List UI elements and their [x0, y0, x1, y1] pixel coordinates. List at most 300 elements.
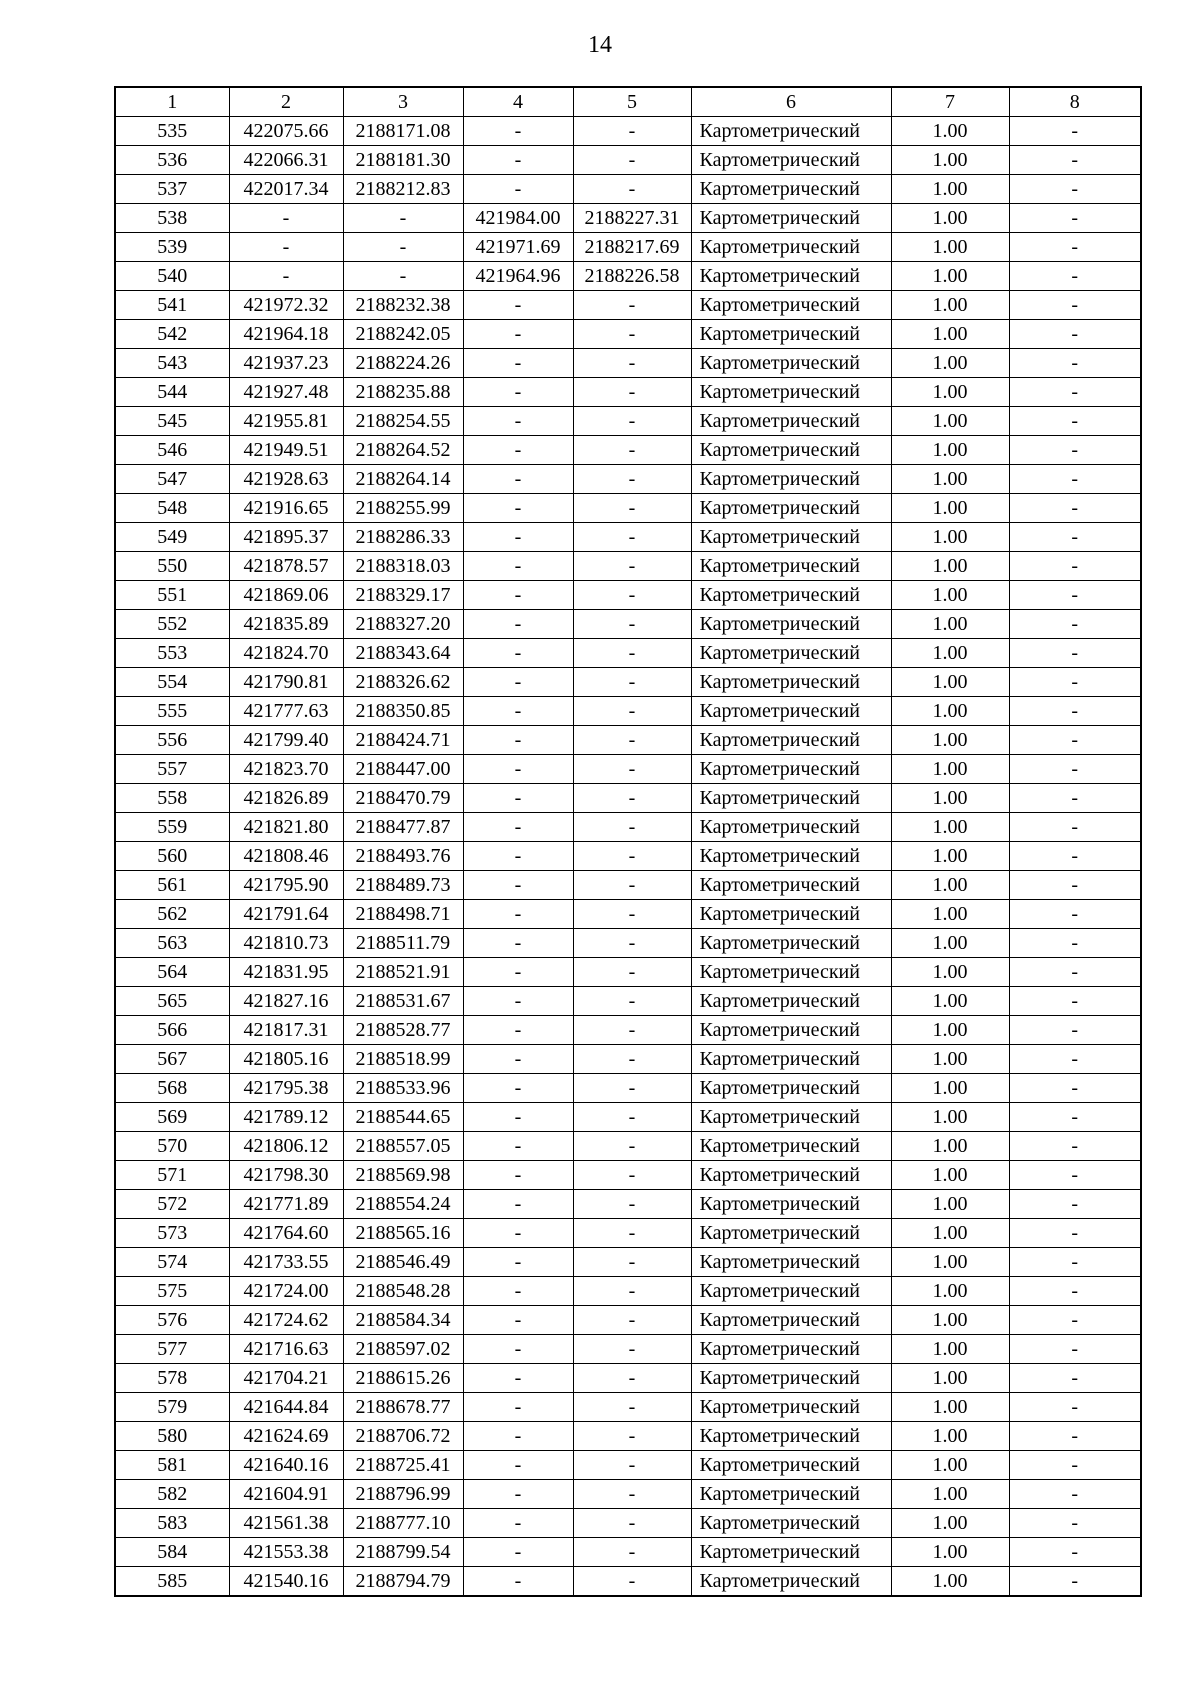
new-x-cell: -	[463, 436, 573, 465]
accuracy-cell: 1.00	[891, 581, 1009, 610]
accuracy-cell: 1.00	[891, 784, 1009, 813]
new-x-cell: -	[463, 1277, 573, 1306]
existing-y-cell: 2188796.99	[343, 1480, 463, 1509]
existing-x-cell: 421644.84	[229, 1393, 343, 1422]
new-y-cell: -	[573, 929, 691, 958]
description-cell: -	[1009, 1016, 1141, 1045]
existing-x-cell: 421878.57	[229, 552, 343, 581]
table-row	[115, 494, 1141, 523]
table-row	[115, 1045, 1141, 1074]
existing-x-cell: -	[229, 262, 343, 291]
description-cell: -	[1009, 1480, 1141, 1509]
existing-x-cell: 421927.48	[229, 378, 343, 407]
point-number-cell: 567	[115, 1045, 229, 1074]
header-cell: 7	[891, 87, 1009, 117]
new-y-cell: -	[573, 1161, 691, 1190]
table-row	[115, 1074, 1141, 1103]
new-y-cell: -	[573, 871, 691, 900]
description-cell: -	[1009, 1393, 1141, 1422]
accuracy-cell: 1.00	[891, 1219, 1009, 1248]
new-x-cell: -	[463, 1335, 573, 1364]
new-x-cell: -	[463, 958, 573, 987]
existing-y-cell: 2188584.34	[343, 1306, 463, 1335]
description-cell: -	[1009, 987, 1141, 1016]
existing-y-cell: 2188557.05	[343, 1132, 463, 1161]
point-number-cell: 561	[115, 871, 229, 900]
point-number-cell: 563	[115, 929, 229, 958]
method-cell: Картометрический	[691, 1045, 891, 1074]
existing-x-cell: 421823.70	[229, 755, 343, 784]
new-x-cell: -	[463, 1016, 573, 1045]
method-cell: Картометрический	[691, 465, 891, 494]
description-cell: -	[1009, 929, 1141, 958]
new-x-cell: -	[463, 1509, 573, 1538]
new-x-cell: -	[463, 1045, 573, 1074]
accuracy-cell: 1.00	[891, 755, 1009, 784]
method-cell: Картометрический	[691, 581, 891, 610]
point-number-cell: 536	[115, 146, 229, 175]
existing-x-cell: 421805.16	[229, 1045, 343, 1074]
header-cell: 8	[1009, 87, 1141, 117]
accuracy-cell: 1.00	[891, 1451, 1009, 1480]
table-body	[115, 87, 1141, 1596]
existing-y-cell: 2188615.26	[343, 1364, 463, 1393]
accuracy-cell: 1.00	[891, 987, 1009, 1016]
new-y-cell: -	[573, 1103, 691, 1132]
table-row	[115, 1567, 1141, 1597]
point-number-cell: 545	[115, 407, 229, 436]
new-x-cell: -	[463, 1161, 573, 1190]
existing-y-cell: -	[343, 262, 463, 291]
accuracy-cell: 1.00	[891, 1538, 1009, 1567]
header-cell: 6	[691, 87, 891, 117]
point-number-cell: 543	[115, 349, 229, 378]
accuracy-cell: 1.00	[891, 668, 1009, 697]
method-cell: Картометрический	[691, 900, 891, 929]
new-x-cell: -	[463, 1248, 573, 1277]
new-x-cell: -	[463, 929, 573, 958]
table-row	[115, 291, 1141, 320]
new-x-cell: -	[463, 378, 573, 407]
method-cell: Картометрический	[691, 1248, 891, 1277]
method-cell: Картометрический	[691, 378, 891, 407]
new-y-cell: -	[573, 552, 691, 581]
description-cell: -	[1009, 436, 1141, 465]
new-y-cell: -	[573, 407, 691, 436]
table-row	[115, 320, 1141, 349]
new-y-cell: -	[573, 1422, 691, 1451]
description-cell: -	[1009, 1248, 1141, 1277]
description-cell: -	[1009, 1567, 1141, 1597]
existing-x-cell: 421798.30	[229, 1161, 343, 1190]
new-y-cell: 2188226.58	[573, 262, 691, 291]
method-cell: Картометрический	[691, 1567, 891, 1597]
accuracy-cell: 1.00	[891, 204, 1009, 233]
table-row	[115, 842, 1141, 871]
description-cell: -	[1009, 958, 1141, 987]
point-number-cell: 576	[115, 1306, 229, 1335]
new-y-cell: -	[573, 1248, 691, 1277]
point-number-cell: 544	[115, 378, 229, 407]
existing-x-cell: 421826.89	[229, 784, 343, 813]
method-cell: Картометрический	[691, 1451, 891, 1480]
table-row	[115, 1306, 1141, 1335]
point-number-cell: 553	[115, 639, 229, 668]
new-x-cell: -	[463, 784, 573, 813]
new-y-cell: -	[573, 1045, 691, 1074]
method-cell: Картометрический	[691, 1103, 891, 1132]
existing-y-cell: 2188533.96	[343, 1074, 463, 1103]
description-cell: -	[1009, 523, 1141, 552]
accuracy-cell: 1.00	[891, 494, 1009, 523]
new-x-cell: -	[463, 726, 573, 755]
new-y-cell: -	[573, 494, 691, 523]
existing-y-cell: 2188224.26	[343, 349, 463, 378]
description-cell: -	[1009, 1074, 1141, 1103]
existing-x-cell: 421724.00	[229, 1277, 343, 1306]
accuracy-cell: 1.00	[891, 929, 1009, 958]
new-y-cell: -	[573, 784, 691, 813]
existing-y-cell: 2188232.38	[343, 291, 463, 320]
accuracy-cell: 1.00	[891, 1306, 1009, 1335]
new-x-cell: -	[463, 755, 573, 784]
new-y-cell: -	[573, 1277, 691, 1306]
accuracy-cell: 1.00	[891, 871, 1009, 900]
description-cell: -	[1009, 871, 1141, 900]
method-cell: Картометрический	[691, 349, 891, 378]
page-number: 14	[588, 32, 612, 58]
new-x-cell: -	[463, 1393, 573, 1422]
new-x-cell: -	[463, 1306, 573, 1335]
new-x-cell: -	[463, 668, 573, 697]
table-row	[115, 552, 1141, 581]
point-number-cell: 572	[115, 1190, 229, 1219]
new-y-cell: -	[573, 175, 691, 204]
existing-x-cell: 421916.65	[229, 494, 343, 523]
description-cell: -	[1009, 1277, 1141, 1306]
existing-y-cell: 2188318.03	[343, 552, 463, 581]
method-cell: Картометрический	[691, 1393, 891, 1422]
point-number-cell: 557	[115, 755, 229, 784]
accuracy-cell: 1.00	[891, 465, 1009, 494]
table-row	[115, 784, 1141, 813]
existing-y-cell: 2188212.83	[343, 175, 463, 204]
point-number-cell: 537	[115, 175, 229, 204]
table-row	[115, 900, 1141, 929]
existing-x-cell: 421716.63	[229, 1335, 343, 1364]
table-row	[115, 1509, 1141, 1538]
existing-y-cell: 2188569.98	[343, 1161, 463, 1190]
existing-y-cell: 2188777.10	[343, 1509, 463, 1538]
existing-x-cell: 421795.38	[229, 1074, 343, 1103]
existing-x-cell: 421771.89	[229, 1190, 343, 1219]
accuracy-cell: 1.00	[891, 436, 1009, 465]
new-y-cell: -	[573, 523, 691, 552]
new-y-cell: -	[573, 349, 691, 378]
existing-y-cell: 2188326.62	[343, 668, 463, 697]
point-number-cell: 538	[115, 204, 229, 233]
existing-x-cell: 421949.51	[229, 436, 343, 465]
point-number-cell: 551	[115, 581, 229, 610]
existing-y-cell: 2188521.91	[343, 958, 463, 987]
existing-y-cell: 2188725.41	[343, 1451, 463, 1480]
existing-y-cell: 2188242.05	[343, 320, 463, 349]
existing-x-cell: 421640.16	[229, 1451, 343, 1480]
new-x-cell: -	[463, 1219, 573, 1248]
accuracy-cell: 1.00	[891, 1045, 1009, 1074]
header-cell: 1	[115, 87, 229, 117]
new-x-cell: -	[463, 320, 573, 349]
table-row	[115, 1219, 1141, 1248]
new-x-cell: -	[463, 1422, 573, 1451]
new-y-cell: -	[573, 842, 691, 871]
table-row	[115, 929, 1141, 958]
table-row	[115, 1277, 1141, 1306]
accuracy-cell: 1.00	[891, 1567, 1009, 1597]
existing-y-cell: 2188350.85	[343, 697, 463, 726]
existing-y-cell: 2188447.00	[343, 755, 463, 784]
new-y-cell: -	[573, 639, 691, 668]
table-row	[115, 1161, 1141, 1190]
existing-x-cell: 421821.80	[229, 813, 343, 842]
existing-x-cell: 421895.37	[229, 523, 343, 552]
accuracy-cell: 1.00	[891, 291, 1009, 320]
new-y-cell: -	[573, 1016, 691, 1045]
accuracy-cell: 1.00	[891, 1364, 1009, 1393]
accuracy-cell: 1.00	[891, 378, 1009, 407]
new-x-cell: -	[463, 349, 573, 378]
table-row	[115, 726, 1141, 755]
description-cell: -	[1009, 784, 1141, 813]
description-cell: -	[1009, 1422, 1141, 1451]
new-x-cell: 421984.00	[463, 204, 573, 233]
table-row	[115, 1480, 1141, 1509]
point-number-cell: 554	[115, 668, 229, 697]
method-cell: Картометрический	[691, 552, 891, 581]
table-row	[115, 1393, 1141, 1422]
new-x-cell: -	[463, 1451, 573, 1480]
table-row	[115, 581, 1141, 610]
existing-y-cell: 2188597.02	[343, 1335, 463, 1364]
method-cell: Картометрический	[691, 726, 891, 755]
point-number-cell: 580	[115, 1422, 229, 1451]
description-cell: -	[1009, 233, 1141, 262]
description-cell: -	[1009, 610, 1141, 639]
existing-y-cell: 2188531.67	[343, 987, 463, 1016]
existing-y-cell: 2188546.49	[343, 1248, 463, 1277]
method-cell: Картометрический	[691, 929, 891, 958]
existing-y-cell: 2188706.72	[343, 1422, 463, 1451]
new-x-cell: -	[463, 813, 573, 842]
method-cell: Картометрический	[691, 233, 891, 262]
point-number-cell: 583	[115, 1509, 229, 1538]
description-cell: -	[1009, 146, 1141, 175]
accuracy-cell: 1.00	[891, 726, 1009, 755]
accuracy-cell: 1.00	[891, 1190, 1009, 1219]
accuracy-cell: 1.00	[891, 813, 1009, 842]
point-number-cell: 556	[115, 726, 229, 755]
new-x-cell: -	[463, 175, 573, 204]
existing-y-cell: 2188329.17	[343, 581, 463, 610]
description-cell: -	[1009, 465, 1141, 494]
table-row	[115, 871, 1141, 900]
existing-y-cell: 2188264.14	[343, 465, 463, 494]
description-cell: -	[1009, 378, 1141, 407]
existing-y-cell: 2188477.87	[343, 813, 463, 842]
existing-x-cell: 421806.12	[229, 1132, 343, 1161]
new-y-cell: -	[573, 1509, 691, 1538]
existing-x-cell: 421724.62	[229, 1306, 343, 1335]
table-row	[115, 233, 1141, 262]
table-row	[115, 610, 1141, 639]
new-y-cell: -	[573, 610, 691, 639]
table-row	[115, 262, 1141, 291]
new-x-cell: -	[463, 465, 573, 494]
method-cell: Картометрический	[691, 1509, 891, 1538]
point-number-cell: 552	[115, 610, 229, 639]
new-y-cell: -	[573, 958, 691, 987]
point-number-cell: 562	[115, 900, 229, 929]
table-row	[115, 697, 1141, 726]
table-row	[115, 378, 1141, 407]
accuracy-cell: 1.00	[891, 1016, 1009, 1045]
method-cell: Картометрический	[691, 784, 891, 813]
method-cell: Картометрический	[691, 1306, 891, 1335]
accuracy-cell: 1.00	[891, 1509, 1009, 1538]
method-cell: Картометрический	[691, 146, 891, 175]
new-x-cell: -	[463, 1538, 573, 1567]
new-x-cell: -	[463, 1132, 573, 1161]
accuracy-cell: 1.00	[891, 1393, 1009, 1422]
new-x-cell: -	[463, 407, 573, 436]
existing-y-cell: 2188181.30	[343, 146, 463, 175]
header-cell: 2	[229, 87, 343, 117]
description-cell: -	[1009, 1190, 1141, 1219]
table-row	[115, 639, 1141, 668]
accuracy-cell: 1.00	[891, 407, 1009, 436]
method-cell: Картометрический	[691, 117, 891, 146]
point-number-cell: 546	[115, 436, 229, 465]
new-y-cell: -	[573, 436, 691, 465]
existing-y-cell: 2188799.54	[343, 1538, 463, 1567]
method-cell: Картометрический	[691, 291, 891, 320]
method-cell: Картометрический	[691, 987, 891, 1016]
table-header-row	[115, 87, 1141, 117]
accuracy-cell: 1.00	[891, 320, 1009, 349]
method-cell: Картометрический	[691, 320, 891, 349]
accuracy-cell: 1.00	[891, 958, 1009, 987]
new-y-cell: -	[573, 1567, 691, 1597]
description-cell: -	[1009, 262, 1141, 291]
description-cell: -	[1009, 320, 1141, 349]
new-y-cell: -	[573, 465, 691, 494]
point-number-cell: 560	[115, 842, 229, 871]
new-x-cell: -	[463, 1480, 573, 1509]
existing-y-cell: 2188171.08	[343, 117, 463, 146]
method-cell: Картометрический	[691, 842, 891, 871]
description-cell: -	[1009, 1364, 1141, 1393]
existing-x-cell: 421624.69	[229, 1422, 343, 1451]
point-number-cell: 540	[115, 262, 229, 291]
existing-x-cell: 421789.12	[229, 1103, 343, 1132]
new-x-cell: -	[463, 117, 573, 146]
description-cell: -	[1009, 1161, 1141, 1190]
existing-y-cell: 2188528.77	[343, 1016, 463, 1045]
new-x-cell: -	[463, 1567, 573, 1597]
existing-x-cell: 422017.34	[229, 175, 343, 204]
point-number-cell: 548	[115, 494, 229, 523]
existing-x-cell: 421831.95	[229, 958, 343, 987]
existing-y-cell: -	[343, 233, 463, 262]
new-y-cell: -	[573, 1538, 691, 1567]
point-number-cell: 547	[115, 465, 229, 494]
table-row	[115, 204, 1141, 233]
method-cell: Картометрический	[691, 958, 891, 987]
new-y-cell: -	[573, 668, 691, 697]
method-cell: Картометрический	[691, 813, 891, 842]
point-number-cell: 573	[115, 1219, 229, 1248]
point-number-cell: 539	[115, 233, 229, 262]
new-y-cell: -	[573, 1364, 691, 1393]
existing-y-cell: 2188548.28	[343, 1277, 463, 1306]
new-x-cell: -	[463, 900, 573, 929]
description-cell: -	[1009, 117, 1141, 146]
existing-x-cell: 421764.60	[229, 1219, 343, 1248]
method-cell: Картометрический	[691, 1074, 891, 1103]
method-cell: Картометрический	[691, 697, 891, 726]
new-x-cell: -	[463, 639, 573, 668]
new-x-cell: -	[463, 842, 573, 871]
method-cell: Картометрический	[691, 494, 891, 523]
accuracy-cell: 1.00	[891, 1422, 1009, 1451]
accuracy-cell: 1.00	[891, 552, 1009, 581]
method-cell: Картометрический	[691, 1335, 891, 1364]
description-cell: -	[1009, 175, 1141, 204]
description-cell: -	[1009, 1509, 1141, 1538]
new-x-cell: 421964.96	[463, 262, 573, 291]
existing-y-cell: 2188554.24	[343, 1190, 463, 1219]
new-x-cell: -	[463, 697, 573, 726]
new-y-cell: -	[573, 1480, 691, 1509]
table-row	[115, 1422, 1141, 1451]
method-cell: Картометрический	[691, 1132, 891, 1161]
point-number-cell: 575	[115, 1277, 229, 1306]
point-number-cell: 570	[115, 1132, 229, 1161]
new-y-cell: 2188217.69	[573, 233, 691, 262]
accuracy-cell: 1.00	[891, 175, 1009, 204]
point-number-cell: 549	[115, 523, 229, 552]
existing-y-cell: 2188493.76	[343, 842, 463, 871]
existing-y-cell: 2188286.33	[343, 523, 463, 552]
point-number-cell: 585	[115, 1567, 229, 1597]
new-x-cell: -	[463, 552, 573, 581]
description-cell: -	[1009, 900, 1141, 929]
table-row	[115, 1451, 1141, 1480]
table-row	[115, 1248, 1141, 1277]
accuracy-cell: 1.00	[891, 1277, 1009, 1306]
existing-x-cell: -	[229, 204, 343, 233]
new-y-cell: -	[573, 726, 691, 755]
existing-x-cell: 421937.23	[229, 349, 343, 378]
header-cell: 4	[463, 87, 573, 117]
point-number-cell: 577	[115, 1335, 229, 1364]
point-number-cell: 584	[115, 1538, 229, 1567]
table-row	[115, 1538, 1141, 1567]
existing-x-cell: 421561.38	[229, 1509, 343, 1538]
accuracy-cell: 1.00	[891, 233, 1009, 262]
new-y-cell: -	[573, 1335, 691, 1364]
accuracy-cell: 1.00	[891, 262, 1009, 291]
